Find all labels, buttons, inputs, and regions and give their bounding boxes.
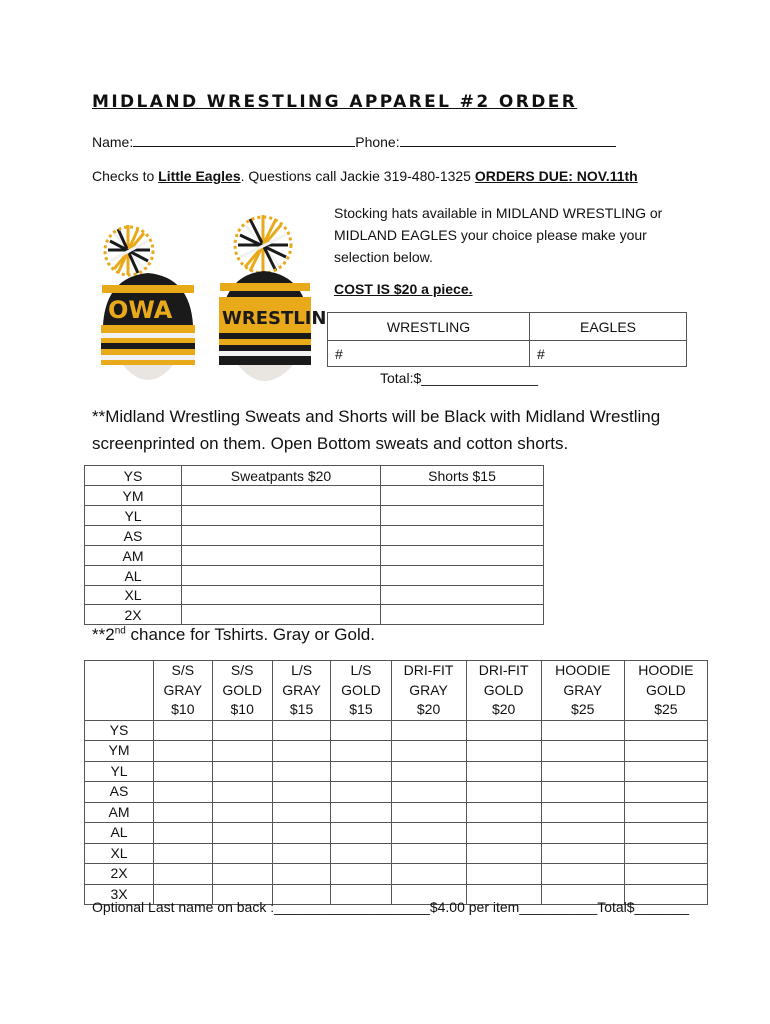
- tshirt-qty-cell[interactable]: [154, 761, 213, 782]
- tshirt-qty-cell[interactable]: [154, 741, 213, 762]
- hat-total: Total:$_______________: [380, 370, 539, 386]
- tshirt-header-blank: [85, 661, 154, 721]
- shorts-cell[interactable]: [381, 605, 544, 625]
- tshirt-header-l1: S/S: [230, 662, 254, 678]
- hat-left-icon: [101, 225, 195, 380]
- name-field[interactable]: [133, 133, 355, 147]
- tshirt-header-l1: S/S: [171, 662, 195, 678]
- sweatpants-cell[interactable]: [182, 506, 381, 526]
- tshirt-header-l3: $15: [289, 701, 314, 717]
- tshirt-qty-cell[interactable]: [391, 802, 466, 823]
- tshirt-column-header: [331, 661, 391, 721]
- tshirt-qty-cell[interactable]: [466, 761, 541, 782]
- tshirt-qty-cell[interactable]: [541, 864, 624, 885]
- size-cell: XL: [85, 843, 154, 864]
- tshirt-row: [85, 823, 708, 844]
- tshirt-qty-cell[interactable]: [624, 741, 707, 762]
- tshirt-qty-cell[interactable]: [331, 864, 391, 885]
- sweats-note: [92, 403, 660, 457]
- tshirt-qty-cell[interactable]: [272, 761, 331, 782]
- tshirt-header-l2: GOLD: [483, 681, 524, 698]
- tshirt-qty-cell[interactable]: [541, 843, 624, 864]
- checks-payee: Little Eagles: [158, 168, 241, 184]
- size-cell: 2X: [85, 605, 182, 625]
- tshirt-header-l1: HOODIE: [555, 662, 611, 678]
- phone-field[interactable]: [400, 133, 616, 147]
- tshirt-header-l2: GRAY: [563, 681, 603, 698]
- tshirt-header-l3: $10: [230, 701, 254, 717]
- checks-contact: . Questions call Jackie 319-480-1325: [240, 168, 475, 184]
- hat-right-text: WRESTLIN: [222, 308, 326, 329]
- tshirt-note-sup: nd: [114, 625, 126, 637]
- shorts-header: Shorts $15: [381, 466, 544, 486]
- tshirt-qty-cell[interactable]: [212, 823, 272, 844]
- size-cell: YS: [85, 466, 182, 486]
- sweatpants-cell[interactable]: [182, 605, 381, 625]
- tshirt-qty-cell[interactable]: [624, 823, 707, 844]
- tshirt-qty-cell[interactable]: [624, 864, 707, 885]
- tshirt-header-l1: HOODIE: [638, 662, 694, 678]
- wrestling-qty-cell[interactable]: #: [328, 341, 530, 367]
- tshirt-qty-cell[interactable]: [466, 741, 541, 762]
- tshirt-qty-cell[interactable]: [624, 782, 707, 803]
- tshirt-header-l3: $25: [654, 701, 678, 717]
- tshirt-qty-cell[interactable]: [624, 761, 707, 782]
- tshirt-qty-cell[interactable]: [466, 802, 541, 823]
- size-cell: AL: [85, 566, 182, 586]
- tshirt-qty-cell[interactable]: [391, 843, 466, 864]
- tshirt-header-l3: $20: [491, 701, 516, 717]
- tshirt-qty-cell[interactable]: [154, 802, 213, 823]
- tshirt-qty-cell[interactable]: [541, 823, 624, 844]
- tshirt-header-l2: GRAY: [409, 681, 448, 698]
- hat-left-text: OWA: [108, 296, 173, 324]
- sweats-order-table: [84, 465, 544, 625]
- sweats-note-line: screenprinted on them. Open Bottom sweats and cotton shorts.: [92, 434, 569, 453]
- tshirt-header-l1: DRI-FIT: [403, 662, 454, 678]
- hat-col-eagles: EAGLES: [530, 313, 687, 341]
- tshirt-qty-cell[interactable]: [391, 720, 466, 741]
- tshirt-qty-cell[interactable]: [541, 761, 624, 782]
- sweatpants-cell[interactable]: [182, 526, 381, 546]
- tshirt-qty-cell[interactable]: [154, 843, 213, 864]
- tshirt-qty-cell[interactable]: [212, 761, 272, 782]
- tshirt-qty-cell[interactable]: [272, 802, 331, 823]
- hat-right-icon: [219, 215, 326, 381]
- sweatpants-cell[interactable]: [182, 566, 381, 586]
- tshirt-qty-cell[interactable]: [154, 782, 213, 803]
- stocking-hats-image: [88, 205, 326, 398]
- tshirt-qty-cell[interactable]: [272, 741, 331, 762]
- shorts-cell[interactable]: [381, 566, 544, 586]
- tshirt-header-l2: GOLD: [646, 681, 686, 698]
- tshirt-qty-cell[interactable]: [391, 761, 466, 782]
- tshirt-header-l3: $25: [571, 701, 595, 717]
- sweatpants-cell[interactable]: [182, 586, 381, 605]
- tshirt-header-l1: DRI-FIT: [478, 662, 529, 678]
- page-title: MIDLAND WRESTLING APPAREL #2 ORDER: [92, 92, 578, 112]
- tshirt-qty-cell[interactable]: [624, 720, 707, 741]
- eagles-qty-cell[interactable]: #: [530, 341, 687, 367]
- size-cell: YS: [85, 720, 154, 741]
- tshirt-column-header: [541, 661, 624, 721]
- tshirt-qty-cell[interactable]: [541, 741, 624, 762]
- tshirt-qty-cell[interactable]: [331, 761, 391, 782]
- tshirt-column-header: [212, 661, 272, 721]
- tshirt-header-l1: L/S: [291, 662, 313, 678]
- phone-label: Phone:: [355, 134, 400, 150]
- tshirt-note: [92, 625, 375, 645]
- tshirt-row: [85, 741, 708, 762]
- tshirt-qty-cell[interactable]: [466, 720, 541, 741]
- tshirt-qty-cell[interactable]: [466, 823, 541, 844]
- sweatpants-header: Sweatpants $20: [182, 466, 381, 486]
- tshirt-qty-cell[interactable]: [541, 802, 624, 823]
- name-label: Name:: [92, 134, 134, 150]
- shorts-cell[interactable]: [381, 526, 544, 546]
- tshirt-header-l2: GRAY: [282, 681, 321, 698]
- tshirt-qty-cell[interactable]: [272, 720, 331, 741]
- tshirt-note-prefix: **2: [92, 625, 115, 644]
- tshirt-header-l3: $10: [171, 701, 195, 717]
- tshirt-qty-cell[interactable]: [212, 720, 272, 741]
- tshirt-qty-cell[interactable]: [154, 823, 213, 844]
- tshirt-column-header: [466, 661, 541, 721]
- tshirt-qty-cell[interactable]: [391, 864, 466, 885]
- size-cell: YM: [85, 741, 154, 762]
- tshirt-qty-cell[interactable]: [391, 782, 466, 803]
- size-cell: 3X: [85, 884, 154, 905]
- hat-col-wrestling: WRESTLING: [328, 313, 530, 341]
- tshirt-qty-cell[interactable]: [466, 843, 541, 864]
- shorts-cell[interactable]: [381, 506, 544, 526]
- tshirt-header-l1: L/S: [350, 662, 372, 678]
- tshirt-qty-cell[interactable]: [212, 864, 272, 885]
- tshirt-row: [85, 782, 708, 803]
- hat-description-line: MIDLAND EAGLES your choice please make your: [334, 227, 647, 243]
- size-cell: AL: [85, 823, 154, 844]
- size-cell: AS: [85, 782, 154, 803]
- tshirt-header-l3: $15: [349, 701, 373, 717]
- hat-order-table: [327, 312, 687, 367]
- tshirt-qty-cell[interactable]: [212, 741, 272, 762]
- tshirt-row: [85, 843, 708, 864]
- tshirt-qty-cell[interactable]: [272, 864, 331, 885]
- tshirt-qty-cell[interactable]: [541, 782, 624, 803]
- tshirt-order-table: [84, 660, 708, 905]
- tshirt-header-l2: GOLD: [341, 681, 381, 698]
- checks-prefix: Checks to: [92, 168, 159, 184]
- tshirt-qty-cell[interactable]: [212, 782, 272, 803]
- sweatpants-cell[interactable]: [182, 486, 381, 506]
- tshirt-qty-cell[interactable]: [331, 782, 391, 803]
- tshirt-qty-cell[interactable]: [624, 802, 707, 823]
- tshirt-qty-cell[interactable]: [624, 843, 707, 864]
- size-cell: AM: [85, 802, 154, 823]
- tshirt-qty-cell[interactable]: [331, 741, 391, 762]
- tshirt-qty-cell[interactable]: [331, 720, 391, 741]
- sweats-note-line: **Midland Wrestling Sweats and Shorts will be Black with Midland Wrestling: [92, 407, 661, 426]
- tshirt-qty-cell[interactable]: [466, 782, 541, 803]
- tshirt-header-l3: $20: [416, 701, 441, 717]
- hat-description-line: selection below.: [334, 249, 433, 265]
- tshirt-qty-cell[interactable]: [272, 782, 331, 803]
- tshirt-qty-cell[interactable]: [212, 843, 272, 864]
- size-cell: YL: [85, 761, 154, 782]
- tshirt-header-l2: GRAY: [163, 681, 203, 698]
- checks-line: [92, 168, 638, 184]
- tshirt-qty-cell[interactable]: [154, 720, 213, 741]
- name-phone-row: [92, 133, 616, 150]
- tshirt-column-header: [154, 661, 213, 721]
- shorts-cell[interactable]: [381, 586, 544, 605]
- orders-due: ORDERS DUE: NOV.11th: [474, 168, 638, 184]
- tshirt-header-l2: GOLD: [222, 681, 263, 698]
- size-cell: AM: [85, 546, 182, 566]
- tshirt-qty-cell[interactable]: [541, 720, 624, 741]
- size-cell: XL: [85, 586, 182, 605]
- tshirt-qty-cell[interactable]: [272, 823, 331, 844]
- size-cell: AS: [85, 526, 182, 546]
- shorts-cell[interactable]: [381, 486, 544, 506]
- tshirt-qty-cell[interactable]: [466, 864, 541, 885]
- tshirt-qty-cell[interactable]: [154, 864, 213, 885]
- tshirt-row: [85, 802, 708, 823]
- tshirt-qty-cell[interactable]: [212, 802, 272, 823]
- size-cell: 2X: [85, 864, 154, 885]
- tshirt-qty-cell[interactable]: [391, 741, 466, 762]
- footer-line: Optional Last name on back :____________________$4.00 per item__________Total$_______: [92, 899, 690, 915]
- hat-description-line: Stocking hats available in MIDLAND WRESTLING or: [334, 205, 663, 221]
- tshirt-qty-cell[interactable]: [331, 802, 391, 823]
- tshirt-row: [85, 761, 708, 782]
- tshirt-qty-cell[interactable]: [331, 843, 391, 864]
- tshirt-note-suffix: chance for Tshirts. Gray or Gold.: [125, 625, 375, 644]
- shorts-cell[interactable]: [381, 546, 544, 566]
- tshirt-column-header: [272, 661, 331, 721]
- tshirt-qty-cell[interactable]: [331, 823, 391, 844]
- sweatpants-cell[interactable]: [182, 546, 381, 566]
- hat-cost: COST IS $20 a piece.: [334, 281, 473, 297]
- size-cell: YM: [85, 486, 182, 506]
- hat-description: [334, 202, 662, 268]
- tshirt-row: [85, 720, 708, 741]
- tshirt-column-header: [624, 661, 707, 721]
- tshirt-qty-cell[interactable]: [272, 843, 331, 864]
- tshirt-qty-cell[interactable]: [391, 823, 466, 844]
- tshirt-row: [85, 864, 708, 885]
- size-cell: YL: [85, 506, 182, 526]
- tshirt-column-header: [391, 661, 466, 721]
